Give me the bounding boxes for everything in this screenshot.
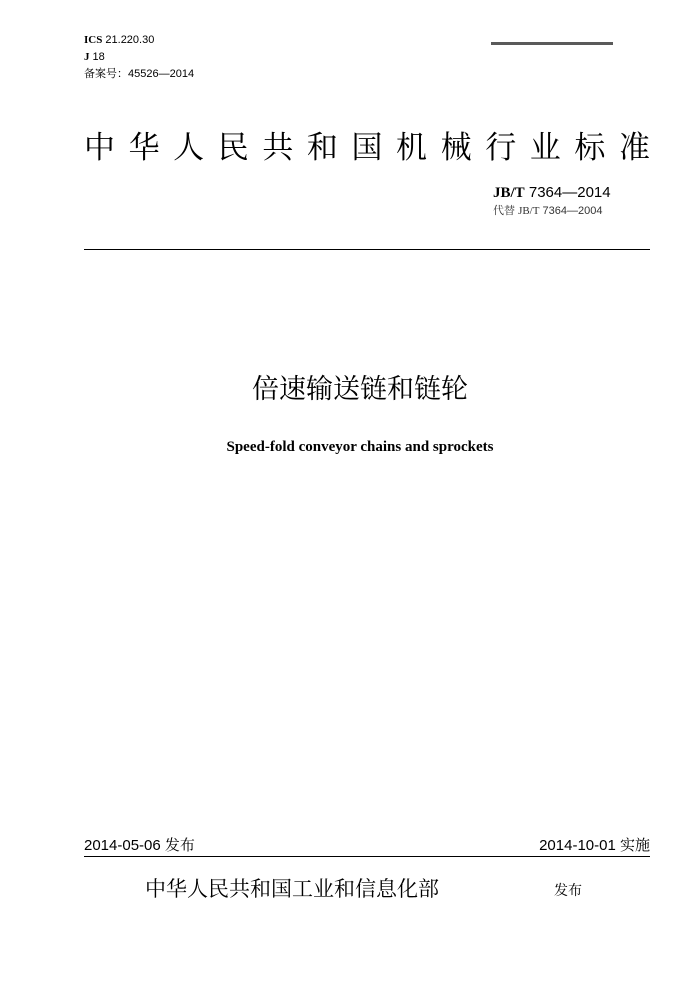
replaces-label: 代替 [493, 205, 519, 217]
standard-body-name [84, 126, 650, 170]
standard-body-char: 华 [128, 130, 160, 166]
standard-body-char: 业 [529, 130, 561, 166]
ics-code [84, 32, 154, 48]
record-value: 45526—2014 [128, 68, 195, 80]
standard-number-prefix: JB/T [493, 185, 525, 201]
standard-body-char: 机 [396, 130, 428, 166]
document-title-en: Speed-fold conveyor chains and sprockets [226, 439, 494, 455]
standard-number [493, 183, 611, 203]
implement-date: 2014-10-01 实施 [539, 837, 650, 854]
replaces-number: 7364—2004 [539, 205, 603, 217]
standard-body-char: 标 [574, 130, 606, 166]
record-label: 备案号： [84, 68, 128, 80]
record-number [84, 66, 194, 82]
issuer-suffix: 发布 [554, 883, 582, 899]
standard-body-char: 共 [262, 130, 294, 166]
standard-body-char: 国 [351, 130, 383, 166]
top-decorative-bar [491, 42, 613, 45]
ccs-value: 18 [89, 51, 105, 63]
standard-body-char: 行 [485, 130, 517, 166]
standard-body-char: 人 [173, 130, 205, 166]
standard-number-value: 7364—2014 [524, 184, 611, 201]
ics-prefix: ICS [84, 34, 103, 46]
standard-body-char: 准 [618, 130, 650, 166]
replaces-standard [493, 204, 602, 218]
ccs-prefix: J [84, 51, 90, 63]
standard-body-char: 民 [217, 130, 249, 166]
document-title-cn: 倍速输送链和链轮 [252, 374, 468, 405]
standard-body-char: 和 [306, 130, 338, 166]
standard-body-char: 中 [84, 130, 115, 166]
ics-value: 21.220.30 [102, 34, 155, 46]
issuing-authority: 中华人民共和国工业和信息化部 [145, 877, 439, 901]
ccs-code [84, 49, 105, 65]
header-divider [84, 249, 650, 250]
standard-body-char: 械 [440, 130, 472, 166]
publish-date: 2014-05-06 发布 [84, 837, 195, 854]
replaces-prefix: JB/T [518, 205, 540, 217]
footer-divider [84, 856, 650, 857]
